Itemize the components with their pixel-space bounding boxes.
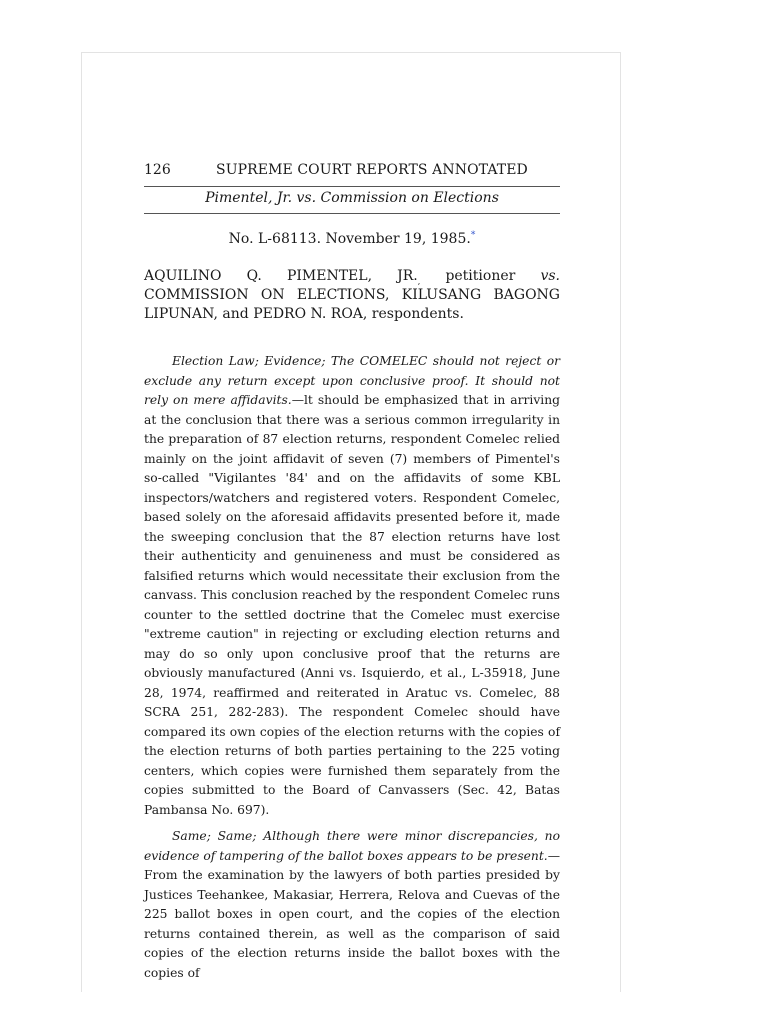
syllabus-keynote: Same; Same; Although there were minor discrepancies, no evidence of tampering of the ballot boxes appears to be present. [144, 829, 560, 863]
versus-label: vs. [540, 268, 560, 284]
parties-first-line [144, 267, 560, 286]
respondents-text: COMMISSION ON ELECTIONS, KILUSANG BAGONG LIPUNAN, and PEDRO N. ROA, respondents. [144, 287, 560, 322]
document-page [81, 52, 621, 992]
docket-line [144, 229, 560, 249]
page-content [144, 161, 560, 990]
running-head [144, 161, 560, 187]
party-word [397, 267, 420, 286]
docket-text: No. L-68113. November 19, 1985. [228, 231, 471, 247]
parties-block [144, 267, 560, 324]
party-word-text: JR. [397, 268, 418, 284]
syllabus-paragraph [144, 352, 560, 820]
syllabus-keynote: Election Law; Evidence; The COMELEC should not reject or exclude any return except upon conclusive proof. It should not rely on mere affidavits. [144, 354, 560, 407]
party-word-sub: , [417, 276, 421, 286]
syllabus-body: —lt should be emphasized that in arriving at the conclusion that there was a serious common irregularity in the preparation of 87 election returns, respondent Comelec relied mainly on the joint affidavit of seven (7) members of Pimentel's so-called "Vigilantes '84' and on the affidavits of some KBL inspectors/watchers and registered voters. Respondent Comelec, based solely on the aforesaid affidavits presented before it, made the sweeping conclusion that the 87 election returns have lost their authenticity and genuineness and must be considered as falsified returns which would necessitate their exclusion from the canvass. This conclusion reached by the respondent Comelec runs counter to the settled doctrine that the Comelec must exercise "extreme caution" in rejecting or excluding election returns and may do so only upon conclusive proof that the returns are obviously manufactured (Anni vs. Isquierdo, et al., L-35918, June 28, 1974, reaffirmed and reiterated in Aratuc vs. Comelec, 88 SCRA 251, 282-283). The respondent Comelec should have compared its own copies of the election returns with the copies of the election returns of both parties pertaining to the 225 voting centers, which copies were furnished them separately from the copies submitted to the Board of Canvassers (Sec. 42, Batas Pambansa No. 697). [144, 393, 560, 817]
footnote-link[interactable]: * [470, 230, 476, 241]
party-word: Q. [246, 268, 262, 284]
journal-title: SUPREME COURT REPORTS ANNOTATED [216, 162, 528, 178]
party-word: AQUILINO [144, 268, 222, 284]
syllabus [144, 352, 560, 983]
syllabus-paragraph [144, 827, 560, 983]
party-role: petitioner [445, 268, 516, 284]
party-word: PIMENTEL, [286, 268, 373, 284]
syllabus-body: —From the examination by the lawyers of both parties presided by Justices Teehankee, Makasiar, Herrera, Relova and Cuevas of the 225 ballot boxes in open court, and the copies of the election returns contained therein, as well as the comparison of said copies of the election returns inside the ballot boxes with the copies of [144, 848, 560, 980]
case-caption: Pimentel, Jr. vs. Commission on Elections [144, 187, 560, 214]
page-number: 126 [144, 162, 171, 178]
